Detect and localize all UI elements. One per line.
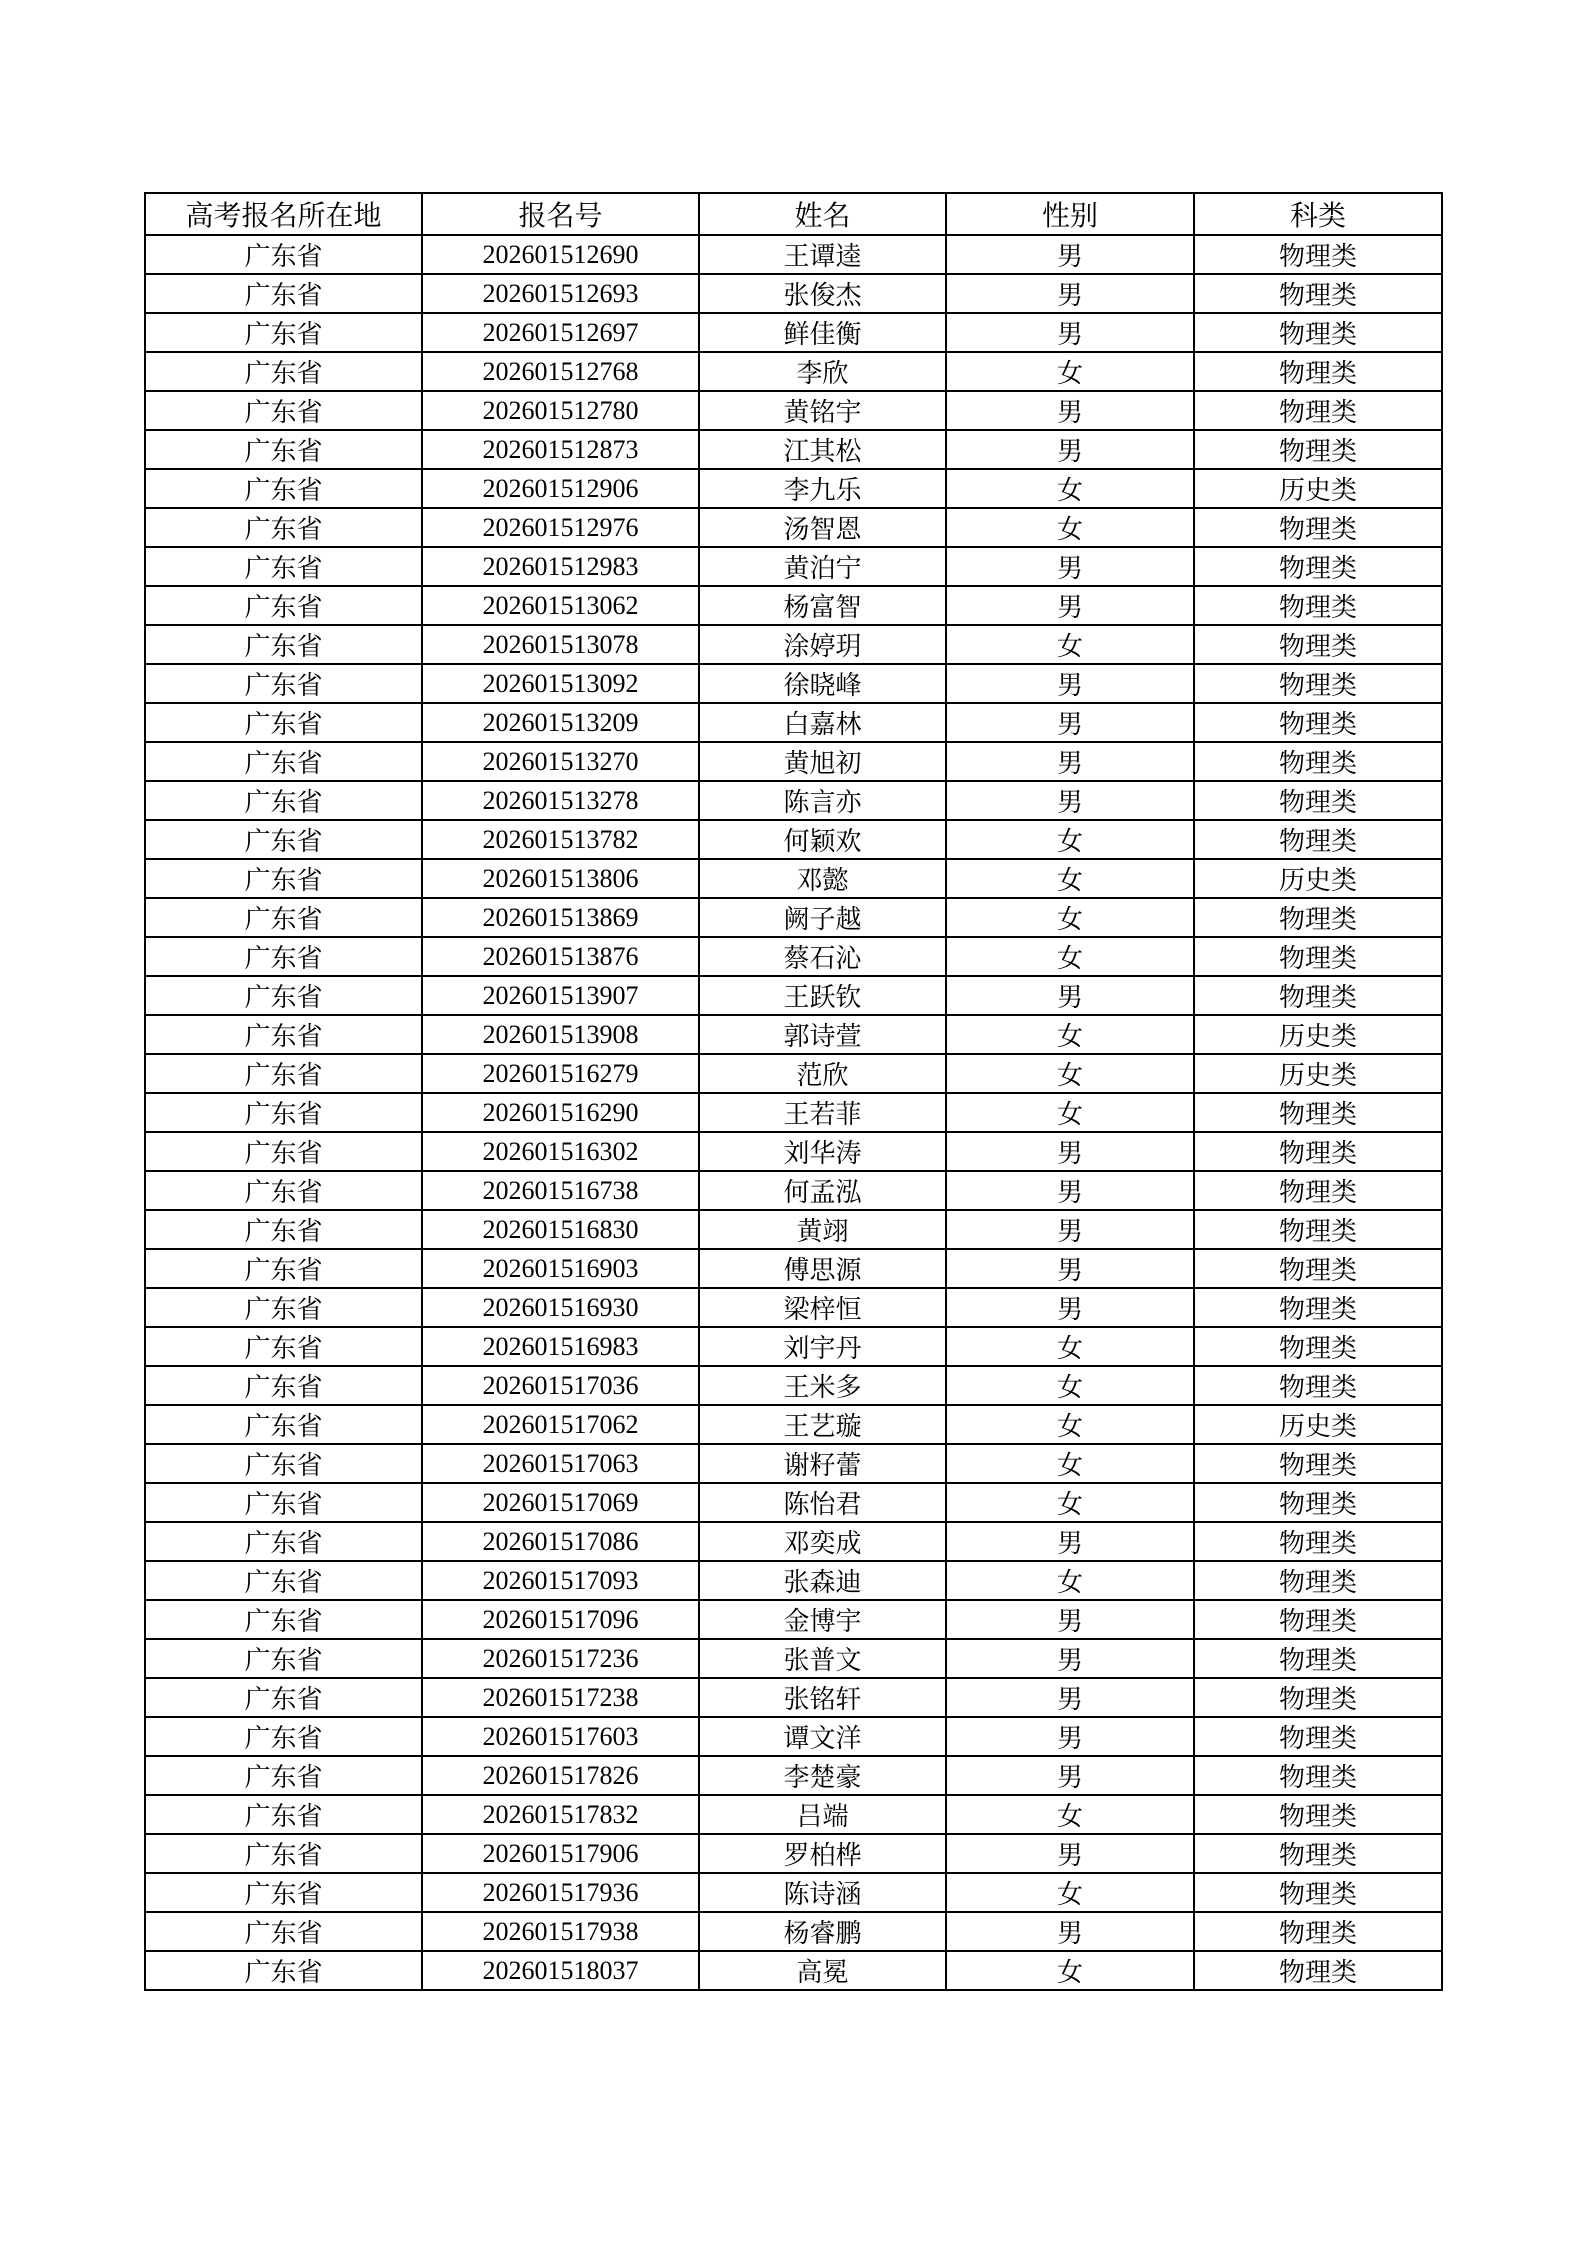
cell-region: 广东省 [145,1405,422,1444]
cell-registration-number: 202601517036 [422,1366,699,1405]
cell-name: 徐晓峰 [699,664,946,703]
cell-region: 广东省 [145,1717,422,1756]
table-row [145,1483,1442,1522]
table-row [145,1600,1442,1639]
cell-region: 广东省 [145,1327,422,1366]
cell-subject-category: 物理类 [1194,1561,1442,1600]
cell-name: 张森迪 [699,1561,946,1600]
header-row [145,193,1442,235]
cell-subject-category: 物理类 [1194,664,1442,703]
cell-region: 广东省 [145,586,422,625]
table-row [145,859,1442,898]
cell-subject-category: 物理类 [1194,1522,1442,1561]
table-row [145,1678,1442,1717]
cell-registration-number: 202601513782 [422,820,699,859]
cell-subject-category: 物理类 [1194,1873,1442,1912]
cell-region: 广东省 [145,781,422,820]
cell-gender: 女 [946,1444,1194,1483]
table-row [145,1015,1442,1054]
cell-registration-number: 202601513869 [422,898,699,937]
table-row [145,898,1442,937]
cell-subject-category: 物理类 [1194,1444,1442,1483]
table-row [145,742,1442,781]
cell-subject-category: 物理类 [1194,430,1442,469]
cell-name: 罗柏桦 [699,1834,946,1873]
cell-region: 广东省 [145,1015,422,1054]
cell-registration-number: 202601513270 [422,742,699,781]
header-registration-number: 报名号 [422,193,699,235]
table-row [145,1522,1442,1561]
cell-name: 阙子越 [699,898,946,937]
cell-registration-number: 202601512697 [422,313,699,352]
cell-name: 杨睿鹏 [699,1912,946,1951]
cell-gender: 女 [946,1561,1194,1600]
cell-registration-number: 202601512693 [422,274,699,313]
cell-registration-number: 202601512976 [422,508,699,547]
table-row [145,1717,1442,1756]
table-row [145,391,1442,430]
cell-registration-number: 202601513908 [422,1015,699,1054]
table-row [145,547,1442,586]
table-row [145,820,1442,859]
cell-gender: 男 [946,1678,1194,1717]
cell-subject-category: 物理类 [1194,586,1442,625]
cell-name: 高冕 [699,1951,946,1990]
cell-subject-category: 物理类 [1194,1249,1442,1288]
cell-name: 吕端 [699,1795,946,1834]
cell-gender: 女 [946,352,1194,391]
cell-gender: 男 [946,586,1194,625]
cell-registration-number: 202601516302 [422,1132,699,1171]
cell-registration-number: 202601516279 [422,1054,699,1093]
cell-subject-category: 历史类 [1194,1054,1442,1093]
cell-gender: 女 [946,1093,1194,1132]
table-row [145,1288,1442,1327]
cell-name: 何颖欢 [699,820,946,859]
cell-registration-number: 202601516290 [422,1093,699,1132]
table-row [145,1561,1442,1600]
cell-subject-category: 物理类 [1194,1795,1442,1834]
cell-subject-category: 物理类 [1194,781,1442,820]
cell-name: 王跃钦 [699,976,946,1015]
cell-gender: 女 [946,820,1194,859]
cell-subject-category: 历史类 [1194,1015,1442,1054]
cell-registration-number: 202601512873 [422,430,699,469]
cell-subject-category: 物理类 [1194,1600,1442,1639]
cell-name: 郭诗萱 [699,1015,946,1054]
table-row [145,1366,1442,1405]
cell-registration-number: 202601516830 [422,1210,699,1249]
header-subject-category: 科类 [1194,193,1442,235]
cell-gender: 女 [946,1873,1194,1912]
cell-subject-category: 物理类 [1194,1132,1442,1171]
cell-region: 广东省 [145,820,422,859]
table-row [145,1327,1442,1366]
cell-registration-number: 202601517906 [422,1834,699,1873]
cell-name: 张普文 [699,1639,946,1678]
cell-name: 陈言亦 [699,781,946,820]
cell-subject-category: 历史类 [1194,859,1442,898]
cell-subject-category: 物理类 [1194,898,1442,937]
cell-name: 蔡石沁 [699,937,946,976]
cell-registration-number: 202601513209 [422,703,699,742]
cell-region: 广东省 [145,1054,422,1093]
cell-name: 陈怡君 [699,1483,946,1522]
cell-region: 广东省 [145,742,422,781]
cell-region: 广东省 [145,1288,422,1327]
cell-region: 广东省 [145,859,422,898]
cell-region: 广东省 [145,1834,422,1873]
cell-gender: 女 [946,625,1194,664]
table-row [145,1210,1442,1249]
cell-name: 张俊杰 [699,274,946,313]
cell-region: 广东省 [145,1093,422,1132]
cell-registration-number: 202601517096 [422,1600,699,1639]
table-row [145,274,1442,313]
cell-name: 王若菲 [699,1093,946,1132]
cell-region: 广东省 [145,976,422,1015]
table-row [145,1132,1442,1171]
table-row [145,1249,1442,1288]
table-row [145,1639,1442,1678]
cell-subject-category: 物理类 [1194,1366,1442,1405]
cell-registration-number: 202601513062 [422,586,699,625]
cell-region: 广东省 [145,1756,422,1795]
cell-gender: 男 [946,1912,1194,1951]
cell-region: 广东省 [145,1561,422,1600]
cell-gender: 男 [946,274,1194,313]
cell-registration-number: 202601516983 [422,1327,699,1366]
cell-gender: 男 [946,313,1194,352]
cell-name: 王米多 [699,1366,946,1405]
cell-subject-category: 物理类 [1194,235,1442,274]
cell-subject-category: 物理类 [1194,1210,1442,1249]
cell-gender: 男 [946,781,1194,820]
roster-table [144,192,1443,1991]
table-row [145,1444,1442,1483]
cell-registration-number: 202601517086 [422,1522,699,1561]
cell-name: 范欣 [699,1054,946,1093]
cell-subject-category: 物理类 [1194,547,1442,586]
cell-subject-category: 物理类 [1194,313,1442,352]
table-row [145,469,1442,508]
cell-gender: 女 [946,1054,1194,1093]
table-row [145,781,1442,820]
cell-subject-category: 物理类 [1194,352,1442,391]
cell-region: 广东省 [145,898,422,937]
cell-region: 广东省 [145,469,422,508]
cell-name: 涂婷玥 [699,625,946,664]
cell-subject-category: 物理类 [1194,820,1442,859]
cell-region: 广东省 [145,625,422,664]
cell-registration-number: 202601516903 [422,1249,699,1288]
cell-registration-number: 202601512690 [422,235,699,274]
table-row [145,313,1442,352]
cell-region: 广东省 [145,1132,422,1171]
cell-subject-category: 物理类 [1194,703,1442,742]
cell-name: 鲜佳衡 [699,313,946,352]
cell-region: 广东省 [145,1639,422,1678]
cell-subject-category: 物理类 [1194,1093,1442,1132]
cell-gender: 女 [946,1327,1194,1366]
table-row [145,1951,1442,1990]
cell-subject-category: 物理类 [1194,625,1442,664]
cell-name: 李欣 [699,352,946,391]
cell-gender: 男 [946,742,1194,781]
cell-region: 广东省 [145,937,422,976]
cell-gender: 男 [946,430,1194,469]
cell-name: 谢籽蕾 [699,1444,946,1483]
table-body [145,235,1442,1990]
table-row [145,703,1442,742]
cell-name: 傅思源 [699,1249,946,1288]
cell-registration-number: 202601512906 [422,469,699,508]
cell-registration-number: 202601518037 [422,1951,699,1990]
cell-name: 黄旭初 [699,742,946,781]
cell-gender: 女 [946,937,1194,976]
cell-gender: 女 [946,898,1194,937]
table-row [145,1795,1442,1834]
cell-subject-category: 物理类 [1194,1834,1442,1873]
cell-gender: 女 [946,1951,1194,1990]
cell-name: 梁梓恒 [699,1288,946,1327]
cell-gender: 男 [946,1171,1194,1210]
cell-registration-number: 202601512780 [422,391,699,430]
cell-subject-category: 历史类 [1194,469,1442,508]
cell-region: 广东省 [145,274,422,313]
cell-registration-number: 202601517832 [422,1795,699,1834]
cell-name: 王谭逵 [699,235,946,274]
cell-region: 广东省 [145,1444,422,1483]
cell-gender: 男 [946,1756,1194,1795]
cell-gender: 男 [946,1288,1194,1327]
table-row [145,1756,1442,1795]
cell-name: 谭文洋 [699,1717,946,1756]
cell-registration-number: 202601512768 [422,352,699,391]
cell-registration-number: 202601513907 [422,976,699,1015]
cell-gender: 男 [946,1639,1194,1678]
cell-gender: 男 [946,1834,1194,1873]
table-row [145,508,1442,547]
cell-registration-number: 202601512983 [422,547,699,586]
cell-name: 黄翊 [699,1210,946,1249]
cell-name: 汤智恩 [699,508,946,547]
table-row [145,664,1442,703]
table-row [145,1912,1442,1951]
cell-region: 广东省 [145,352,422,391]
cell-registration-number: 202601513278 [422,781,699,820]
cell-gender: 男 [946,1600,1194,1639]
cell-name: 张铭轩 [699,1678,946,1717]
cell-gender: 男 [946,1210,1194,1249]
cell-gender: 男 [946,1249,1194,1288]
cell-gender: 女 [946,508,1194,547]
cell-gender: 男 [946,391,1194,430]
cell-subject-category: 物理类 [1194,742,1442,781]
cell-name: 黄铭宇 [699,391,946,430]
cell-registration-number: 202601517236 [422,1639,699,1678]
cell-region: 广东省 [145,391,422,430]
cell-registration-number: 202601513876 [422,937,699,976]
cell-subject-category: 物理类 [1194,1483,1442,1522]
cell-name: 何孟泓 [699,1171,946,1210]
cell-subject-category: 历史类 [1194,1405,1442,1444]
cell-region: 广东省 [145,1366,422,1405]
cell-name: 金博宇 [699,1600,946,1639]
cell-region: 广东省 [145,1600,422,1639]
cell-region: 广东省 [145,703,422,742]
cell-subject-category: 物理类 [1194,1912,1442,1951]
cell-name: 邓懿 [699,859,946,898]
cell-registration-number: 202601513092 [422,664,699,703]
cell-name: 刘宇丹 [699,1327,946,1366]
cell-gender: 女 [946,1015,1194,1054]
cell-region: 广东省 [145,1951,422,1990]
cell-region: 广东省 [145,1678,422,1717]
cell-gender: 女 [946,1483,1194,1522]
table-row [145,1054,1442,1093]
cell-registration-number: 202601517062 [422,1405,699,1444]
table-row [145,1405,1442,1444]
cell-registration-number: 202601517826 [422,1756,699,1795]
table-row [145,937,1442,976]
cell-subject-category: 物理类 [1194,976,1442,1015]
cell-region: 广东省 [145,1171,422,1210]
cell-name: 陈诗涵 [699,1873,946,1912]
cell-registration-number: 202601517063 [422,1444,699,1483]
cell-gender: 女 [946,1366,1194,1405]
table-row [145,1834,1442,1873]
cell-registration-number: 202601516738 [422,1171,699,1210]
cell-gender: 男 [946,235,1194,274]
table-row [145,976,1442,1015]
cell-region: 广东省 [145,1210,422,1249]
cell-registration-number: 202601517938 [422,1912,699,1951]
table-row [145,352,1442,391]
cell-region: 广东省 [145,1522,422,1561]
cell-gender: 男 [946,976,1194,1015]
cell-gender: 女 [946,1405,1194,1444]
cell-name: 江其松 [699,430,946,469]
cell-subject-category: 物理类 [1194,1171,1442,1210]
cell-registration-number: 202601517238 [422,1678,699,1717]
table-row [145,235,1442,274]
cell-gender: 男 [946,703,1194,742]
cell-subject-category: 物理类 [1194,1756,1442,1795]
table-row [145,430,1442,469]
cell-region: 广东省 [145,1483,422,1522]
cell-subject-category: 物理类 [1194,1288,1442,1327]
header-gender: 性别 [946,193,1194,235]
cell-name: 李九乐 [699,469,946,508]
cell-subject-category: 物理类 [1194,508,1442,547]
cell-region: 广东省 [145,1912,422,1951]
cell-region: 广东省 [145,508,422,547]
cell-registration-number: 202601517603 [422,1717,699,1756]
cell-subject-category: 物理类 [1194,1639,1442,1678]
cell-registration-number: 202601513078 [422,625,699,664]
cell-gender: 女 [946,469,1194,508]
cell-registration-number: 202601517069 [422,1483,699,1522]
cell-subject-category: 物理类 [1194,1678,1442,1717]
cell-gender: 男 [946,664,1194,703]
table-row [145,586,1442,625]
header-name: 姓名 [699,193,946,235]
cell-name: 杨富智 [699,586,946,625]
cell-name: 白嘉林 [699,703,946,742]
cell-gender: 男 [946,547,1194,586]
cell-region: 广东省 [145,664,422,703]
cell-gender: 男 [946,1717,1194,1756]
cell-registration-number: 202601517093 [422,1561,699,1600]
table-row [145,1093,1442,1132]
cell-region: 广东省 [145,547,422,586]
cell-registration-number: 202601513806 [422,859,699,898]
table-row [145,1171,1442,1210]
table-header [145,193,1442,235]
cell-subject-category: 物理类 [1194,1717,1442,1756]
cell-subject-category: 物理类 [1194,937,1442,976]
cell-registration-number: 202601517936 [422,1873,699,1912]
header-region: 高考报名所在地 [145,193,422,235]
table-row [145,625,1442,664]
cell-gender: 男 [946,1522,1194,1561]
cell-region: 广东省 [145,1873,422,1912]
cell-gender: 女 [946,1795,1194,1834]
cell-name: 刘华涛 [699,1132,946,1171]
cell-subject-category: 物理类 [1194,1327,1442,1366]
cell-name: 李楚豪 [699,1756,946,1795]
cell-name: 邓奕成 [699,1522,946,1561]
cell-subject-category: 物理类 [1194,391,1442,430]
cell-gender: 男 [946,1132,1194,1171]
cell-region: 广东省 [145,430,422,469]
cell-name: 黄泊宁 [699,547,946,586]
cell-name: 王艺璇 [699,1405,946,1444]
cell-subject-category: 物理类 [1194,274,1442,313]
cell-registration-number: 202601516930 [422,1288,699,1327]
cell-gender: 女 [946,859,1194,898]
cell-region: 广东省 [145,313,422,352]
cell-region: 广东省 [145,235,422,274]
table-row [145,1873,1442,1912]
cell-region: 广东省 [145,1795,422,1834]
cell-region: 广东省 [145,1249,422,1288]
cell-subject-category: 物理类 [1194,1951,1442,1990]
